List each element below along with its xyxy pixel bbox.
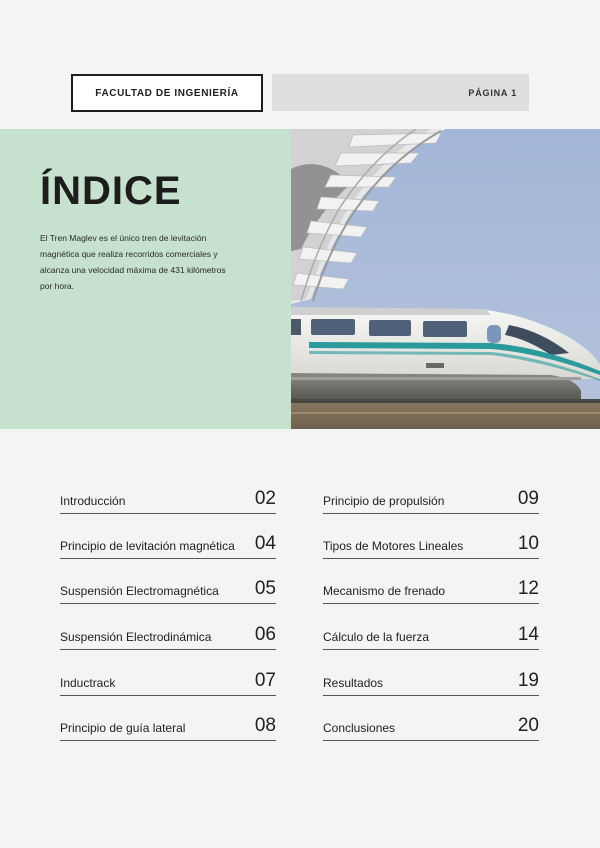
- toc-item-label: Resultados: [323, 676, 384, 690]
- toc-item-label: Tipos de Motores Lineales: [323, 539, 464, 553]
- toc-item-page: 14: [517, 624, 539, 645]
- toc-item[interactable]: [60, 661, 276, 696]
- page-number-label: PÁGINA 1: [468, 87, 517, 98]
- toc-item[interactable]: [323, 569, 539, 604]
- toc-item-page: 07: [254, 670, 276, 691]
- page-title: ÍNDICE: [40, 169, 182, 213]
- toc-item-label: Principio de propulsión: [323, 494, 445, 508]
- toc-item-page: 20: [517, 715, 539, 736]
- toc-item-label: Mecanismo de frenado: [323, 584, 446, 598]
- toc-item[interactable]: [323, 524, 539, 559]
- toc-item-page: 09: [517, 488, 539, 509]
- toc-item-page: 12: [517, 578, 539, 599]
- toc-item-label: Conclusiones: [323, 721, 396, 735]
- toc-item[interactable]: [323, 661, 539, 696]
- toc-item[interactable]: [323, 615, 539, 650]
- faculty-header-box: [71, 74, 263, 112]
- toc-item-page: 05: [254, 578, 276, 599]
- toc-item[interactable]: [60, 524, 276, 559]
- toc-item-label: Principio de guía lateral: [60, 721, 186, 735]
- toc-item[interactable]: [323, 706, 539, 741]
- toc-item-page: 19: [517, 670, 539, 691]
- toc-item[interactable]: [60, 479, 276, 514]
- toc-item-page: 02: [254, 488, 276, 509]
- toc-item-label: Suspensión Electrodinámica: [60, 630, 212, 644]
- hero-panel: [0, 129, 291, 429]
- toc-item-page: 06: [254, 624, 276, 645]
- toc-item-page: 04: [254, 533, 276, 554]
- toc-item-label: Cálculo de la fuerza: [323, 630, 430, 644]
- toc-item[interactable]: [60, 615, 276, 650]
- toc-item-label: Suspensión Electromagnética: [60, 584, 219, 598]
- toc-item[interactable]: [60, 706, 276, 741]
- page-number-bar: [272, 74, 529, 111]
- faculty-title: FACULTAD DE INGENIERÍA: [95, 87, 239, 99]
- toc-item[interactable]: [60, 569, 276, 604]
- toc-item-label: Introducción: [60, 494, 126, 508]
- hero-description: El Tren Maglev es el único tren de levitación magnética que realiza recorridos comerciales y alcanza una velocidad máxima de 431 kilómetros por hora.: [40, 233, 226, 291]
- toc-item-label: Inductrack: [60, 676, 116, 690]
- toc-item-page: 08: [254, 715, 276, 736]
- toc-item-label: Principio de levitación magnética: [60, 539, 235, 553]
- maglev-train-photo: [291, 129, 600, 429]
- toc-item[interactable]: [323, 479, 539, 514]
- toc-item-page: 10: [517, 533, 539, 554]
